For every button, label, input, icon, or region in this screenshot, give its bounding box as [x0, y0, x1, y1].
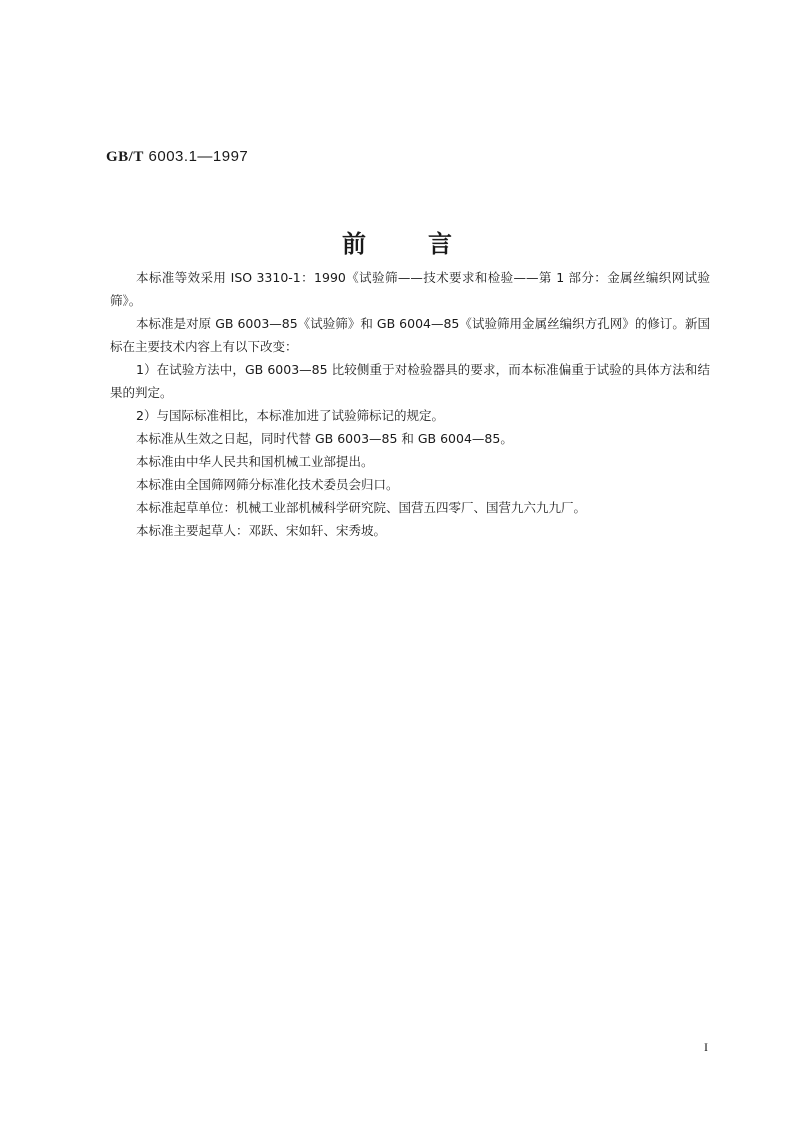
- paragraph-change-1: 1）在试验方法中，GB 6003—85 比较侧重于对检验器具的要求，而本标准偏重于试验的具体方法和结果的判定。: [110, 362, 710, 400]
- page-number: I: [704, 1040, 708, 1054]
- paragraph-revision: 本标准是对原 GB 6003—85《试验筛》和 GB 6004—85《试验筛用金属丝编织方孔网》的修订。新国标在主要技术内容上有以下改变：: [110, 316, 710, 354]
- paragraph-drafters: 本标准主要起草人：邓跃、宋如轩、宋秀坡。: [136, 523, 387, 538]
- standard-code: [106, 148, 248, 166]
- paragraph-replacement: 本标准从生效之日起，同时代替 GB 6003—85 和 GB 6004—85。: [136, 431, 513, 446]
- foreword-body: [110, 266, 710, 542]
- standard-number: 6003.1—1997: [148, 148, 249, 165]
- paragraph-proposer: 本标准由中华人民共和国机械工业部提出。: [136, 454, 374, 469]
- standard-prefix: GB/T: [106, 149, 144, 165]
- paragraph-adoption: 本标准等效采用 ISO 3310-1：1990《试验筛——技术要求和检验——第 1 部分：金属丝编织网试验筛》。: [110, 270, 710, 308]
- paragraph-change-2: 2）与国际标准相比，本标准加进了试验筛标记的规定。: [136, 408, 444, 423]
- paragraph-drafting-units: 本标准起草单位：机械工业部机械科学研究院、国营五四零厂、国营九六九九厂。: [136, 500, 587, 515]
- paragraph-committee: 本标准由全国筛网筛分标准化技术委员会归口。: [136, 477, 399, 492]
- page-title: 前言: [342, 230, 514, 258]
